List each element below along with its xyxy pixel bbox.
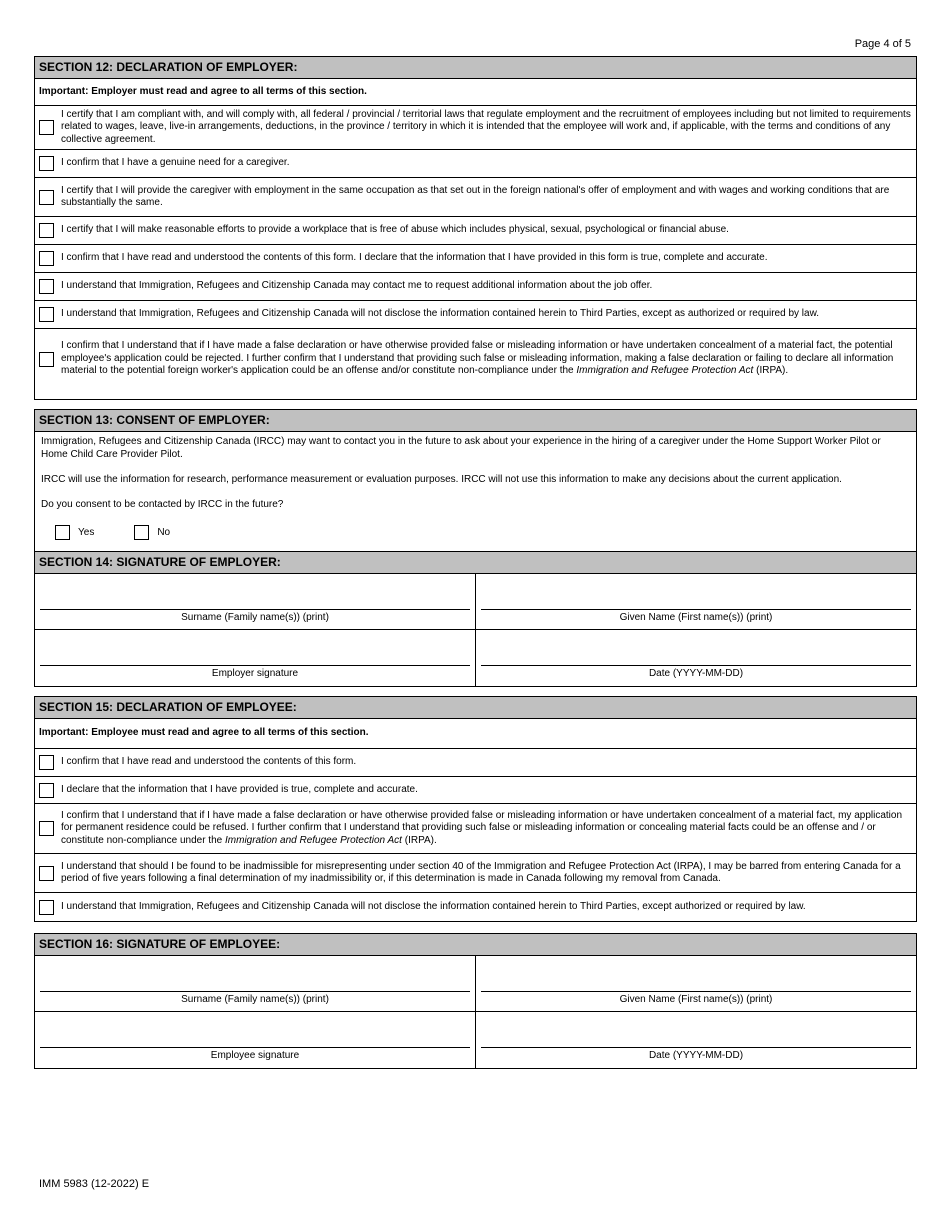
employee-signature-label: Employee signature	[210, 1050, 300, 1061]
employer-declaration-checkbox-7[interactable]	[39, 307, 54, 322]
section-14-title: SECTION 14: SIGNATURE OF EMPLOYER:	[35, 552, 916, 574]
employee-declaration-checkbox-2[interactable]	[39, 783, 54, 798]
employer-date-label: Date (YYYY-MM-DD)	[648, 668, 744, 679]
employer-declaration-checkbox-2[interactable]	[39, 156, 54, 171]
employer-declaration-checkbox-5[interactable]	[39, 251, 54, 266]
employer-declaration-row	[35, 150, 916, 178]
employee-declaration-row	[35, 749, 916, 777]
employee-surname-label: Surname (Family name(s)) (print)	[181, 994, 329, 1005]
employee-given-name-label: Given Name (First name(s)) (print)	[619, 994, 773, 1005]
employee-declaration-text-2: I declare that the information that I have provided is true, complete and accurate.	[61, 783, 418, 795]
section-12-title: SECTION 12: DECLARATION OF EMPLOYER:	[35, 57, 916, 79]
employee-declaration-row	[35, 893, 916, 921]
consent-paragraph-2: IRCC will use the information for research, performance measurement or evaluation purposes. IRCC will not use this information to make any decisions about the current application.	[41, 474, 842, 485]
employer-surname-field[interactable]	[35, 574, 475, 629]
employee-given-name-field[interactable]	[475, 956, 916, 1011]
employee-declaration-checkbox-3[interactable]	[39, 821, 54, 836]
employer-declaration-checkbox-8[interactable]	[39, 352, 54, 367]
employer-declaration-text-5: I confirm that I have read and understood the contents of this form. I declare that the information that I have provided in this form is true, complete and accurate.	[61, 252, 768, 264]
employer-surname-label: Surname (Family name(s)) (print)	[181, 612, 329, 623]
employee-declaration-text-3: I confirm that I understand that if I have made a false declaration or have otherwise provided false or misleading information or have undertaken concealment of a material fact, my application for permanent residence could be refused. I further confirm that I understand that providing such false or misleading information or concealing material facts could be an offense and / or constitute non-compliance under the Immigration and Refugee Protection Act (IRPA).	[61, 809, 903, 846]
employer-declaration-row	[35, 329, 916, 389]
consent-yes-option[interactable]	[55, 525, 94, 540]
employer-signature-row	[35, 630, 916, 686]
employee-date-label: Date (YYYY-MM-DD)	[648, 1050, 744, 1061]
employer-declaration-text-2: I confirm that I have a genuine need for a caregiver.	[61, 157, 290, 169]
employer-declaration-row	[35, 217, 916, 245]
section-12-important: Important: Employer must read and agree to all terms of this section.	[35, 79, 916, 106]
employee-declaration-row	[35, 804, 916, 854]
section-13-title: SECTION 13: CONSENT OF EMPLOYER:	[35, 410, 916, 432]
section-16-title: SECTION 16: SIGNATURE OF EMPLOYEE:	[35, 934, 916, 956]
employer-declaration-row	[35, 178, 916, 217]
employee-signature-field[interactable]	[35, 1012, 475, 1068]
section-16-signature-of-employee	[34, 933, 917, 1069]
employer-declaration-checkbox-4[interactable]	[39, 223, 54, 238]
employer-declaration-text-8: I confirm that I understand that if I have made a false declaration or have otherwise provided false or misleading information or have undertaken concealment of a material fact, the potential employee's application could be rejected. I further confirm that I understand that providing such false or misleading information, making a false declaration or failing to declare all information material to the potential foreign worker's application could be an offense and/or constitute non-compliance under the Immigration and Refugee Protection Act (IRPA).	[61, 340, 894, 377]
employee-declaration-row	[35, 854, 916, 893]
employee-name-row	[35, 956, 916, 1012]
section-13-14-block	[34, 409, 917, 687]
employer-declaration-checkbox-3[interactable]	[39, 190, 54, 205]
form-code: IMM 5983 (12-2022) E	[39, 1178, 150, 1190]
section-12-declaration-of-employer	[34, 56, 917, 400]
employer-declaration-text-1: I certify that I am compliant with, and will comply with, all federal / provincial / territorial laws that regulate employment and the recruitment of employees including but not limited to requirements related to wages, leave, live-in arrangements, deductions, in the province / territory in which it is intended that the employee will work and, if applicable, with the terms and conditions of any collective agreement.	[61, 108, 911, 145]
consent-body	[35, 432, 916, 552]
employer-declaration-row	[35, 301, 916, 329]
employer-declaration-text-4: I certify that I will make reasonable efforts to provide a workplace that is free of abuse which includes physical, sexual, psychological or financial abuse.	[61, 224, 729, 236]
employee-declaration-text-5: I understand that Immigration, Refugees and Citizenship Canada will not disclose the information contained herein to Third Parties, except authorized or required by law.	[61, 900, 806, 912]
employer-name-row	[35, 574, 916, 630]
employee-declaration-text-1: I confirm that I have read and understood the contents of this form.	[61, 756, 357, 768]
consent-question: Do you consent to be contacted by IRCC in the future?	[41, 499, 284, 510]
employee-declaration-row	[35, 777, 916, 804]
consent-no-checkbox[interactable]	[134, 525, 149, 540]
section-15-important: Important: Employee must read and agree to all terms of this section.	[35, 719, 916, 749]
employer-declaration-row	[35, 106, 916, 150]
employer-given-name-field[interactable]	[475, 574, 916, 629]
consent-yes-label: Yes	[78, 527, 95, 538]
employee-surname-field[interactable]	[35, 956, 475, 1011]
employer-date-field[interactable]	[475, 630, 916, 686]
employer-declaration-text-3: I certify that I will provide the caregiver with employment in the same occupation as that set out in the foreign national's offer of employment and with wages and working conditions that are substantially the same.	[61, 184, 890, 208]
consent-no-option[interactable]	[134, 525, 170, 540]
employee-declaration-checkbox-1[interactable]	[39, 755, 54, 770]
employer-declaration-checkbox-1[interactable]	[39, 120, 54, 135]
employer-signature-field[interactable]	[35, 630, 475, 686]
employer-declaration-checkbox-6[interactable]	[39, 279, 54, 294]
employer-declaration-row	[35, 273, 916, 301]
employee-declaration-text-4: I understand that should I be found to be inadmissible for misrepresenting under section 40 of the Immigration and Refugee Protection Act (IRPA), I may be barred from entering Canada for a period of five years following a final determination of my inadmissibility or, if this determination is made in Canada following my removal from Canada.	[61, 860, 901, 884]
employer-declaration-text-7: I understand that Immigration, Refugees and Citizenship Canada will not disclose the information contained herein to Third Parties, except as authorized or required by law.	[61, 308, 820, 320]
page-number: Page 4 of 5	[854, 38, 911, 50]
employer-given-name-label: Given Name (First name(s)) (print)	[619, 612, 773, 623]
employee-declaration-checkbox-5[interactable]	[39, 900, 54, 915]
employer-signature-label: Employer signature	[211, 668, 299, 679]
employee-signature-row	[35, 1012, 916, 1068]
consent-paragraph-1: Immigration, Refugees and Citizenship Canada (IRCC) may want to contact you in the future to ask about your experience in the hiring of a caregiver under the Home Support Worker Pilot or Home Child Care Provider Pilot.	[41, 436, 881, 460]
employer-declaration-text-6: I understand that Immigration, Refugees and Citizenship Canada may contact me to request additional information about the job offer.	[61, 280, 653, 292]
employee-declaration-checkbox-4[interactable]	[39, 866, 54, 881]
section-15-title: SECTION 15: DECLARATION OF EMPLOYEE:	[35, 697, 916, 719]
employee-date-field[interactable]	[475, 1012, 916, 1068]
section-15-declaration-of-employee	[34, 696, 917, 922]
consent-no-label: No	[157, 527, 171, 538]
employer-declaration-row	[35, 245, 916, 273]
consent-yes-checkbox[interactable]	[55, 525, 70, 540]
